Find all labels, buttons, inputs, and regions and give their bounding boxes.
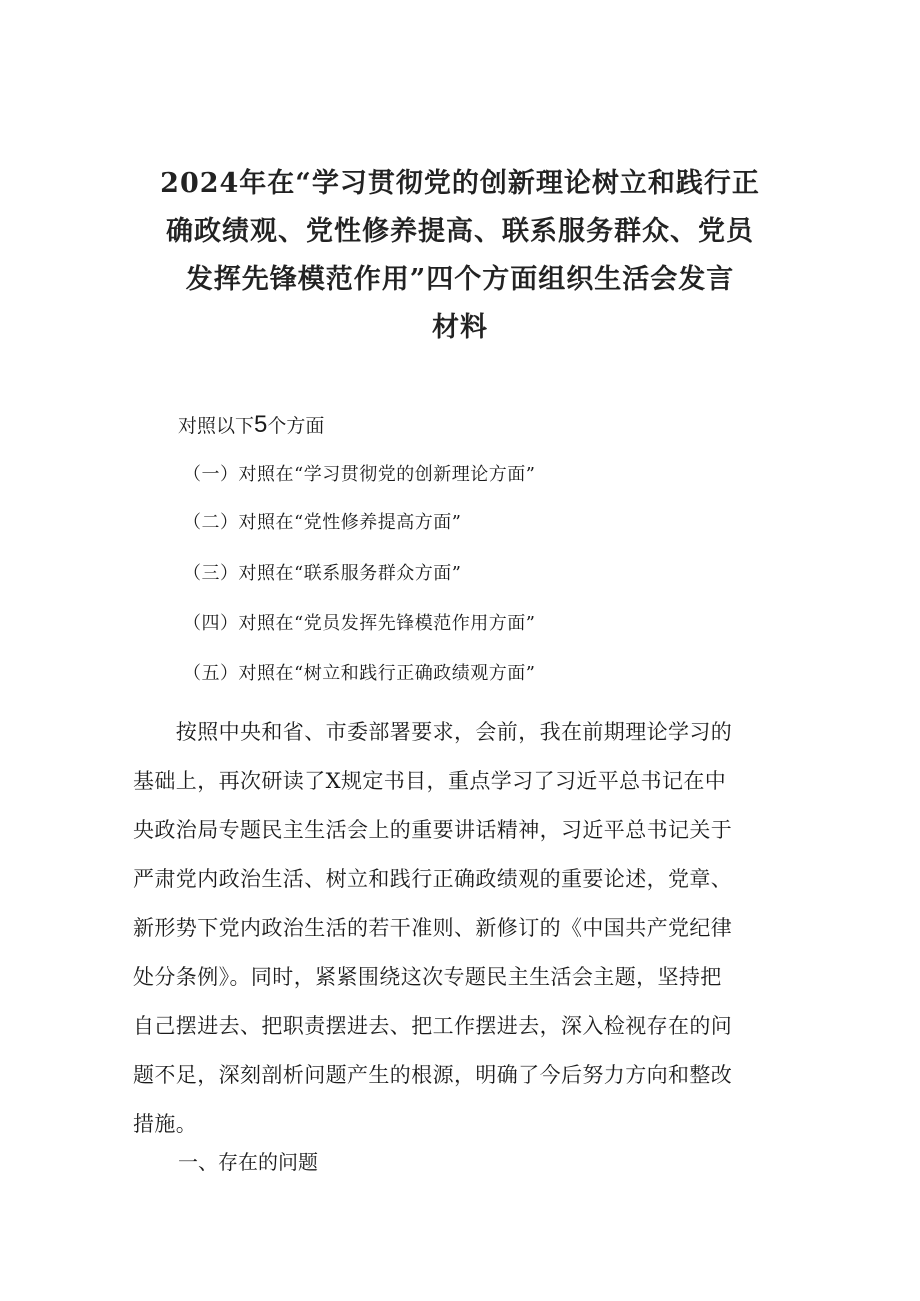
paragraph-line: 央政治局专题民主生活会上的重要讲话精神，习近平总书记关于 [133,818,733,842]
intro-line [178,408,324,443]
paragraph-line: 措施。 [133,1112,198,1136]
list-item: （二）对照在“党性修养提高方面” [183,512,462,533]
list-item: （三）对照在“联系服务群众方面” [183,563,462,584]
title-line-1: 2024年在“学习贯彻党的创新理论树立和践行正 [160,168,760,199]
intro-prefix: 对照以下 [178,415,255,437]
document-title [130,160,790,352]
paragraph-line: 严肃党内政治生活、树立和践行正确政绩观的重要论述，党章、 [133,867,733,891]
paragraph-line: 自己摆进去、把职责摆进去、把工作摆进去，深入检视存在的问 [133,1014,733,1038]
list-item: （五）对照在“树立和践行正确政绩观方面” [183,663,536,684]
title-line-2: 确政绩观、党性修养提高、联系服务群众、党员 [166,216,754,247]
body-paragraph [133,708,793,1149]
paragraph-line: 题不足，深刻剖析问题产生的根源，明确了今后努力方向和整改 [133,1063,733,1087]
list-item: （四）对照在“党员发挥先锋模范作用方面” [183,613,536,634]
title-line-3: 发挥先锋模范作用”四个方面组织生活会发言 [185,264,735,295]
title-line-4: 材料 [432,312,488,343]
paragraph-line: 按照中央和省、市委部署要求，会前，我在前期理论学习的 [133,720,733,744]
intro-suffix: 个方面 [267,415,325,437]
list-item: （一）对照在“学习贯彻党的创新理论方面” [183,464,536,485]
section-heading: 一、存在的问题 [178,1150,318,1174]
paragraph-line: 基础上，再次研读了X规定书目，重点学习了习近平总书记在中 [133,769,727,793]
intro-number: 5 [254,411,268,438]
paragraph-line: 新形势下党内政治生活的若干准则、新修订的《中国共产党纪律 [133,916,733,940]
paragraph-line: 处分条例》。同时，紧紧围绕这次专题民主生活会主题，坚持把 [133,965,722,989]
